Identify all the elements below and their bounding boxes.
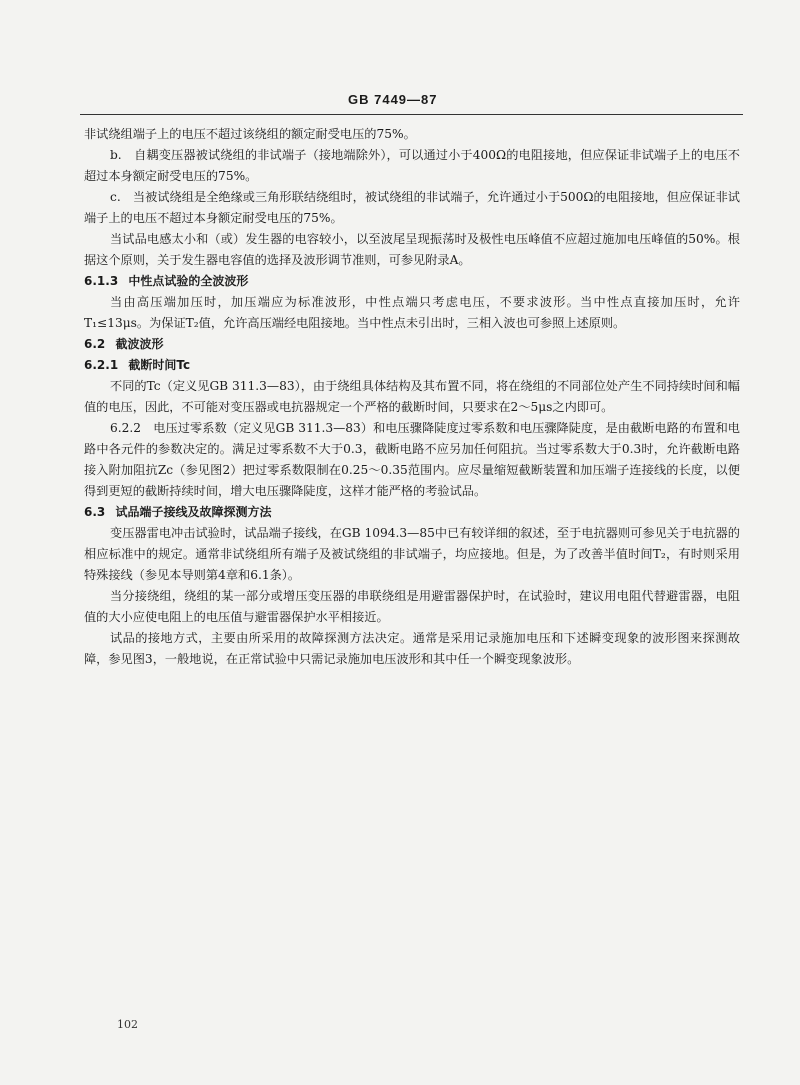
paragraph: 变压器雷电冲击试验时，试品端子接线，在GB 1094.3—85中已有较详细的叙述，至于电抗器则可参见关于电抗器的相应标准中的规定。通常非试绕组所有端子及被试绕组的非试端子，均应接地。但是，为了改善半值时间T₂，有时则采用特殊接线（参见本导则第4章和6.1条）。 [84,526,740,582]
paragraph: 6.2.2 电压过零系数（定义见GB 311.3—83）和电压骤降陡度过零系数和电压骤降陡度，是由截断电路的布置和电路中各元件的参数决定的。满足过零系数不大于0.3，截断电路不应另加任何阻抗。当过零系数大于0.3时，允许截断电路接入附加阻抗Zc（参见图2）把过零系数限制在0.25～0.35范围内。应尽量缩短截断装置和加压端子连接线的长度，以便得到更短的截断持续时间，增大电压骤降陡度，这样才能严格的考验试品。 [84,421,740,498]
page-number: 102 [117,1018,138,1031]
section-heading [84,334,740,355]
section-number: 6.2 [84,337,106,351]
section-title: 试品端子接线及故障探测方法 [115,505,272,519]
header-rule [80,114,743,115]
paragraph: b. 自耦变压器被试绕组的非试端子（接地端除外），可以通过小于400Ω的电阻接地，但应保证非试端子上的电压不超过本身额定耐受电压的75%。 [84,148,740,183]
paragraph: 当由高压端加压时，加压端应为标准波形，中性点端只考虑电压，不要求波形。当中性点直接加压时，允许T₁≤13μs。为保证T₂值，允许高压端经电阻接地。当中性点未引出时，三相入波也可参照上述原则。 [84,295,740,330]
section-title: 中性点试验的全波波形 [128,274,249,288]
section-number: 6.3 [84,505,106,519]
section-heading [84,355,740,376]
section-number: 6.1.3 [84,274,119,288]
paragraph: 非试绕组端子上的电压不超过该绕组的额定耐受电压的75%。 [84,127,416,141]
section-number: 6.2.1 [84,358,119,372]
paragraph: 当试品电感太小和（或）发生器的电容较小，以至波尾呈现振荡时及极性电压峰值不应超过施加电压峰值的50%。根据这个原则，关于发生器电容值的选择及波形调节准则，可参见附录A。 [84,232,740,267]
paragraph: 当分接绕组，绕组的某一部分或增压变压器的串联绕组是用避雷器保护时，在试验时，建议用电阻代替避雷器，电阻值的大小应使电阻上的电压值与避雷器保护水平相接近。 [84,589,740,624]
paragraph: 试品的接地方式，主要由所采用的故障探测方法决定。通常是采用记录施加电压和下述瞬变现象的波形图来探测故障，参见图3，一般地说，在正常试验中只需记录施加电压波形和其中任一个瞬变现象波形。 [84,631,740,666]
section-title: 截波波形 [115,337,164,351]
paragraph: 不同的Tc（定义见GB 311.3—83），由于绕组具体结构及其布置不同，将在绕组的不同部位处产生不同持续时间和幅值的电压，因此，不可能对变压器或电抗器规定一个严格的截断时间，只要求在2～5μs之内即可。 [84,379,740,414]
section-title: 截断时间Tc [128,358,191,372]
body-text [84,124,740,670]
section-heading [84,502,740,523]
section-heading [84,271,740,292]
paragraph: c. 当被试绕组是全绝缘或三角形联结绕组时，被试绕组的非试端子，允许通过小于500Ω的电阻接地，但应保证非试端子上的电压不超过本身额定耐受电压的75%。 [84,190,740,225]
document-header: GB 7449—87 [348,92,438,107]
